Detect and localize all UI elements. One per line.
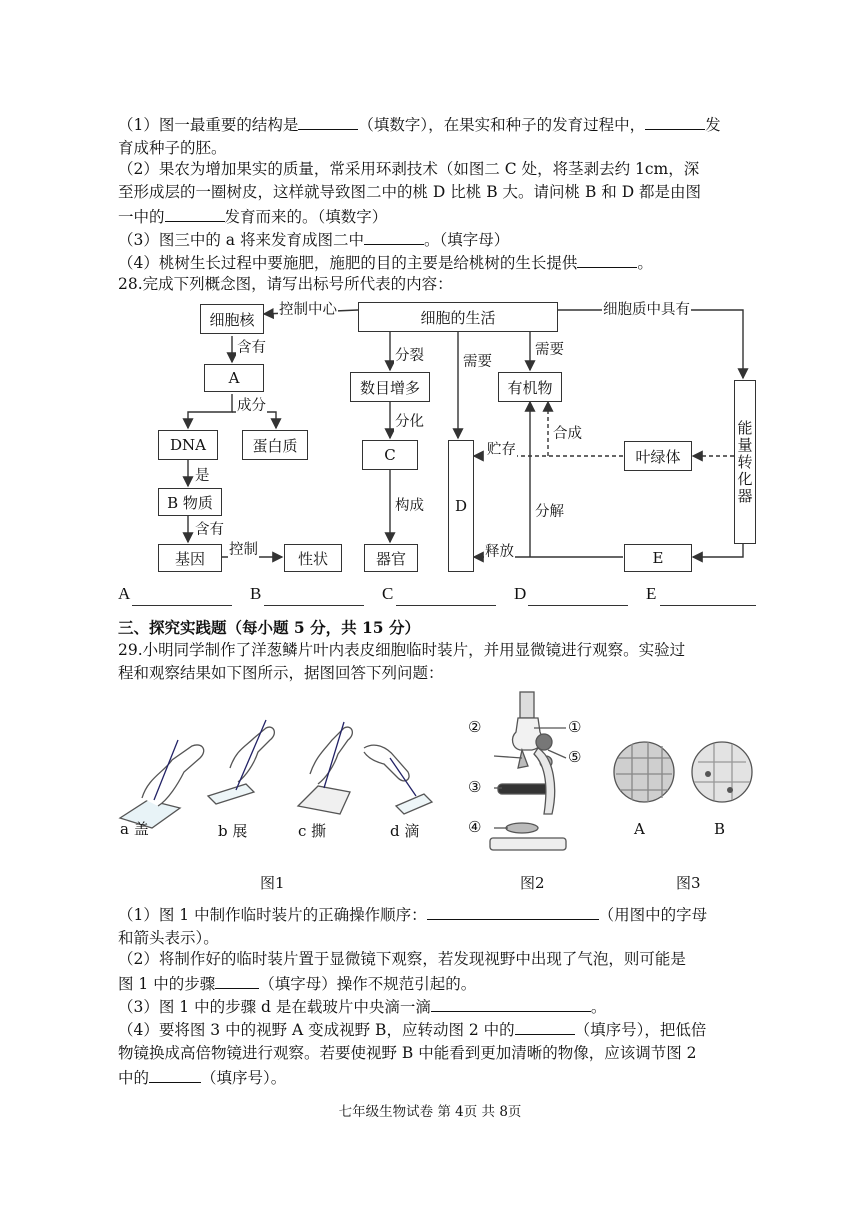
q27-p1-text-3: 发 — [705, 116, 721, 134]
q28-answer-row — [118, 584, 758, 608]
q27-p3-text-2: 。（填字母） — [423, 231, 510, 249]
answer-blank-B[interactable] — [264, 605, 364, 606]
q27-part4 — [118, 250, 758, 275]
microscope-label-2: ② — [468, 718, 482, 736]
microscope-label-5: ⑤ — [568, 748, 582, 766]
answer-blank-C[interactable] — [396, 605, 496, 606]
q29-part4 — [118, 1017, 758, 1090]
node-trait: 性状 — [284, 544, 342, 572]
label-synthesize: 合成 — [552, 422, 583, 443]
node-A: A — [204, 364, 264, 392]
q27-part2 — [118, 158, 758, 229]
answer-blank[interactable] — [165, 204, 225, 222]
q27-p2-text-4: 发育而来的。（填数字） — [224, 208, 388, 226]
q29-p3-text: （3）图 1 中的步骤 d 是在载玻片中央滴一滴 — [118, 998, 431, 1016]
q27-p2-text-2: 至形成层的一圈树皮，这样就导致图二中的桃 D 比桃 B 大。请问桃 B 和 D 都是由图 — [118, 183, 702, 201]
q27-p4-text-2: 。 — [637, 254, 653, 272]
q29-part3 — [118, 994, 758, 1019]
label-release: 释放 — [484, 540, 515, 561]
answer-blank-E[interactable] — [660, 605, 756, 606]
answer-blank[interactable] — [645, 112, 705, 130]
node-cell-life: 细胞的生活 — [358, 302, 558, 332]
answer-blank[interactable] — [364, 227, 424, 245]
label-compose: 构成 — [394, 494, 425, 515]
q27-p2-text-3: 一中的 — [118, 208, 165, 226]
node-b-substance: B 物质 — [158, 488, 222, 516]
view-A-label: A — [634, 820, 645, 838]
q27-part3 — [118, 227, 758, 252]
figure-2-caption: 图2 — [520, 874, 545, 892]
q29-part2 — [118, 948, 758, 996]
label-component: 成分 — [236, 394, 267, 415]
answer-label-D: D — [514, 584, 527, 603]
label-divide: 分裂 — [394, 344, 425, 365]
q29-p4-text-4: 中的 — [118, 1069, 150, 1087]
q27-p1-text-2: （填数字），在果实和种子的发育过程中， — [358, 116, 646, 134]
q29-p2-text: （2）将制作好的临时装片置于显微镜下观察，若发现视野中出现了气泡，则可能是 — [118, 950, 686, 968]
label-contains-2: 含有 — [194, 518, 225, 539]
q27-p2-text: （2）果农为增加果实的质量，常采用环剥技术（如图二 C 处，将茎剥去约 1cm，深 — [118, 160, 700, 178]
label-contains: 含有 — [236, 336, 267, 357]
q27-p1-text-4: 育成种子的胚。 — [118, 139, 227, 157]
label-store: 贮存 — [486, 438, 517, 459]
node-D: D — [448, 440, 474, 572]
step-d-caption: d 滴 — [390, 822, 420, 840]
node-organic-matter: 有机物 — [498, 372, 562, 402]
view-B-label: B — [714, 820, 726, 838]
node-nucleus: 细胞核 — [200, 304, 264, 334]
q27-p3-text: （3）图三中的 a 将来发育成图二中 — [118, 231, 364, 249]
step-a-caption: a 盖 — [120, 820, 149, 838]
step-b-caption: b 展 — [218, 822, 248, 840]
node-C: C — [362, 440, 418, 470]
microscope-label-3: ③ — [468, 778, 482, 796]
node-count-increase: 数目增多 — [350, 372, 430, 402]
answer-blank[interactable] — [215, 971, 259, 989]
q29-intro — [118, 639, 758, 685]
q28-title: 28.完成下列概念图，请写出标号所代表的内容： — [118, 275, 453, 293]
answer-blank[interactable] — [149, 1065, 201, 1083]
answer-label-E: E — [646, 584, 657, 603]
page-footer: 七年级生物试卷 第 4页 共 8页 — [338, 1104, 522, 1120]
answer-label-C: C — [382, 584, 394, 603]
answer-label-A: A — [118, 584, 131, 603]
node-protein: 蛋白质 — [242, 430, 308, 460]
q29-p1-text-3: 和箭头表示）。 — [118, 929, 219, 947]
node-E: E — [624, 544, 692, 572]
node-organ: 器官 — [364, 544, 418, 572]
step-c-caption: c 撕 — [298, 822, 327, 840]
q29-intro-line1: 29.小明同学制作了洋葱鳞片叶内表皮细胞临时装片，并用显微镜进行观察。实验过 — [118, 641, 686, 659]
q29-p4-text-2: （填序号），把低倍 — [574, 1021, 707, 1039]
answer-blank-A[interactable] — [132, 605, 232, 606]
label-is: 是 — [194, 464, 211, 485]
label-differentiate: 分化 — [394, 410, 425, 431]
node-gene: 基因 — [158, 544, 222, 572]
q29-figures — [118, 688, 758, 898]
q29-p2-text-2: 图 1 中的步骤 — [118, 975, 216, 993]
figure-1-caption: 图1 — [260, 874, 285, 892]
q29-p1-text: （1）图 1 中制作临时装片的正确操作顺序： — [118, 906, 427, 924]
q29-p4-text-3: 物镜换成高倍物镜进行观察。若要使视野 B 中能看到更加清晰的物像，应该调节图 2 — [118, 1044, 697, 1062]
q29-part1 — [118, 902, 758, 950]
answer-blank-D[interactable] — [528, 605, 628, 606]
microscope-label-1: ① — [568, 718, 582, 736]
q29-intro-line2: 程和观察结果如下图所示，据图回答下列问题： — [118, 664, 444, 682]
q27-part1 — [118, 112, 758, 160]
node-dna: DNA — [158, 430, 218, 460]
answer-blank[interactable] — [431, 994, 591, 1012]
q27-p1-text: （1）图一最重要的结构是 — [118, 116, 299, 134]
q29-p1-text-2: （用图中的字母 — [598, 906, 708, 924]
answer-blank[interactable] — [577, 250, 637, 268]
section-title: 三、探究实践题（每小题 5 分，共 15 分） — [118, 618, 420, 637]
node-chloroplast: 叶绿体 — [624, 441, 692, 471]
figure-illustrations — [118, 688, 758, 898]
answer-blank[interactable] — [427, 902, 599, 920]
q29-p4-text: （4）要将图 3 中的视野 A 变成视野 B，应转动图 2 中的 — [118, 1021, 515, 1039]
label-need-2: 需要 — [534, 338, 565, 359]
concept-map — [118, 298, 758, 608]
answer-label-B: B — [250, 584, 262, 603]
microscope-label-4: ④ — [468, 818, 482, 836]
label-decompose: 分解 — [534, 500, 565, 521]
q29-p3-text-2: 。 — [590, 998, 607, 1016]
label-need: 需要 — [462, 350, 493, 371]
figure-3-caption: 图3 — [676, 874, 701, 892]
q29-p4-text-5: （填序号）。 — [201, 1069, 287, 1087]
label-control: 控制 — [228, 538, 259, 559]
answer-blank[interactable] — [515, 1017, 575, 1035]
q29-p2-text-3: （填字母）操作不规范引起的。 — [259, 975, 477, 993]
answer-blank[interactable] — [298, 112, 358, 130]
node-energy-converter: 能量转化器 — [734, 380, 756, 544]
label-control-center: 控制中心 — [278, 298, 338, 319]
q27-p4-text: （4）桃树生长过程中要施肥，施肥的目的主要是给桃树的生长提供 — [118, 254, 578, 272]
label-cytoplasm-has: 细胞质中具有 — [602, 298, 691, 319]
